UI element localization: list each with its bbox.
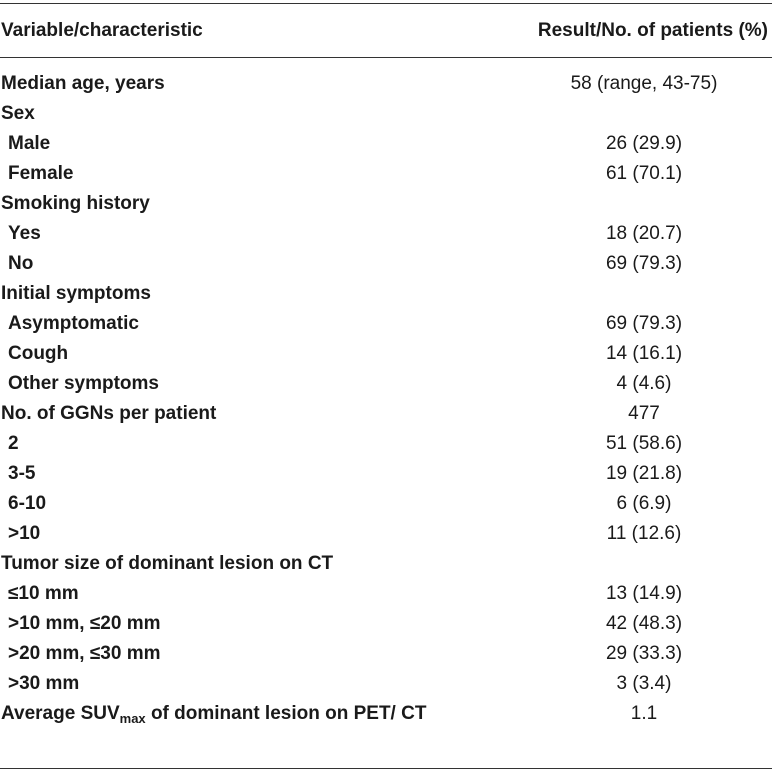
header-result: Result/No. of patients (%) — [537, 19, 768, 41]
row-value: 58 (range, 43-75) — [570, 73, 718, 94]
row-value: 13 (14.9) — [605, 583, 683, 604]
table-row — [0, 639, 772, 669]
table-row — [0, 549, 772, 579]
table-row — [0, 279, 772, 309]
row-label: Initial symptoms — [1, 283, 151, 304]
table-row — [0, 519, 772, 549]
table-row — [0, 69, 772, 99]
row-value: 61 (70.1) — [605, 163, 683, 184]
row-label: Cough — [8, 343, 69, 364]
table-row — [0, 399, 772, 429]
row-label: Other symptoms — [8, 373, 159, 394]
row-label: Median age, years — [1, 73, 165, 94]
suv-label-sub: max — [119, 711, 146, 726]
table-row — [0, 369, 772, 399]
table-row — [0, 249, 772, 279]
row-label: Sex — [1, 103, 35, 124]
row-label — [1, 699, 471, 734]
row-label: >10 mm, ≤20 mm — [8, 613, 161, 634]
row-label: Male — [8, 133, 51, 154]
table-row — [0, 159, 772, 189]
row-label: 3-5 — [8, 463, 36, 484]
table-row — [0, 609, 772, 639]
row-label: 6-10 — [8, 493, 47, 514]
table-row — [0, 459, 772, 489]
row-label: Asymptomatic — [8, 313, 139, 334]
bottom-rule — [0, 768, 772, 769]
table-row — [0, 129, 772, 159]
table-row — [0, 189, 772, 219]
row-value: 11 (12.6) — [606, 523, 682, 544]
row-label: >30 mm — [8, 673, 80, 694]
table-row — [0, 309, 772, 339]
suv-label-post: of dominant lesion on PET/ CT — [145, 703, 427, 724]
header-variable: Variable/characteristic — [1, 19, 203, 41]
row-value: 1.1 — [630, 703, 658, 724]
row-value: 29 (33.3) — [605, 643, 683, 664]
row-value: 6 (6.9) — [616, 493, 672, 514]
row-label: >20 mm, ≤30 mm — [8, 643, 161, 664]
row-value: 477 — [628, 403, 660, 424]
table-row — [0, 669, 772, 699]
table-row — [0, 99, 772, 129]
row-label: No — [8, 253, 34, 274]
table-header — [0, 4, 772, 57]
row-value: 69 (79.3) — [605, 313, 683, 334]
row-value: 69 (79.3) — [605, 253, 683, 274]
row-label: Tumor size of dominant lesion on CT — [1, 553, 334, 574]
row-label: 2 — [8, 433, 19, 454]
row-value: 26 (29.9) — [605, 133, 683, 154]
suv-label-pre: Average SUV — [1, 703, 120, 724]
row-value: 51 (58.6) — [605, 433, 683, 454]
header-rule — [0, 57, 772, 58]
row-value: 42 (48.3) — [605, 613, 683, 634]
table-row — [0, 429, 772, 459]
row-label: Smoking history — [1, 193, 150, 214]
table-row — [0, 489, 772, 519]
row-label: Yes — [8, 223, 41, 244]
row-value: 18 (20.7) — [605, 223, 683, 244]
row-value: 19 (21.8) — [605, 463, 683, 484]
row-label: >10 — [8, 523, 41, 544]
row-value: 14 (16.1) — [605, 343, 683, 364]
row-value: 4 (4.6) — [616, 373, 672, 394]
table-row — [0, 339, 772, 369]
row-label: ≤10 mm — [8, 583, 79, 604]
table-row — [0, 699, 772, 759]
row-value: 3 (3.4) — [616, 673, 672, 694]
table-body — [0, 69, 772, 759]
table-row — [0, 579, 772, 609]
row-label: Female — [8, 163, 74, 184]
row-label: No. of GGNs per patient — [1, 403, 217, 424]
table-row — [0, 219, 772, 249]
